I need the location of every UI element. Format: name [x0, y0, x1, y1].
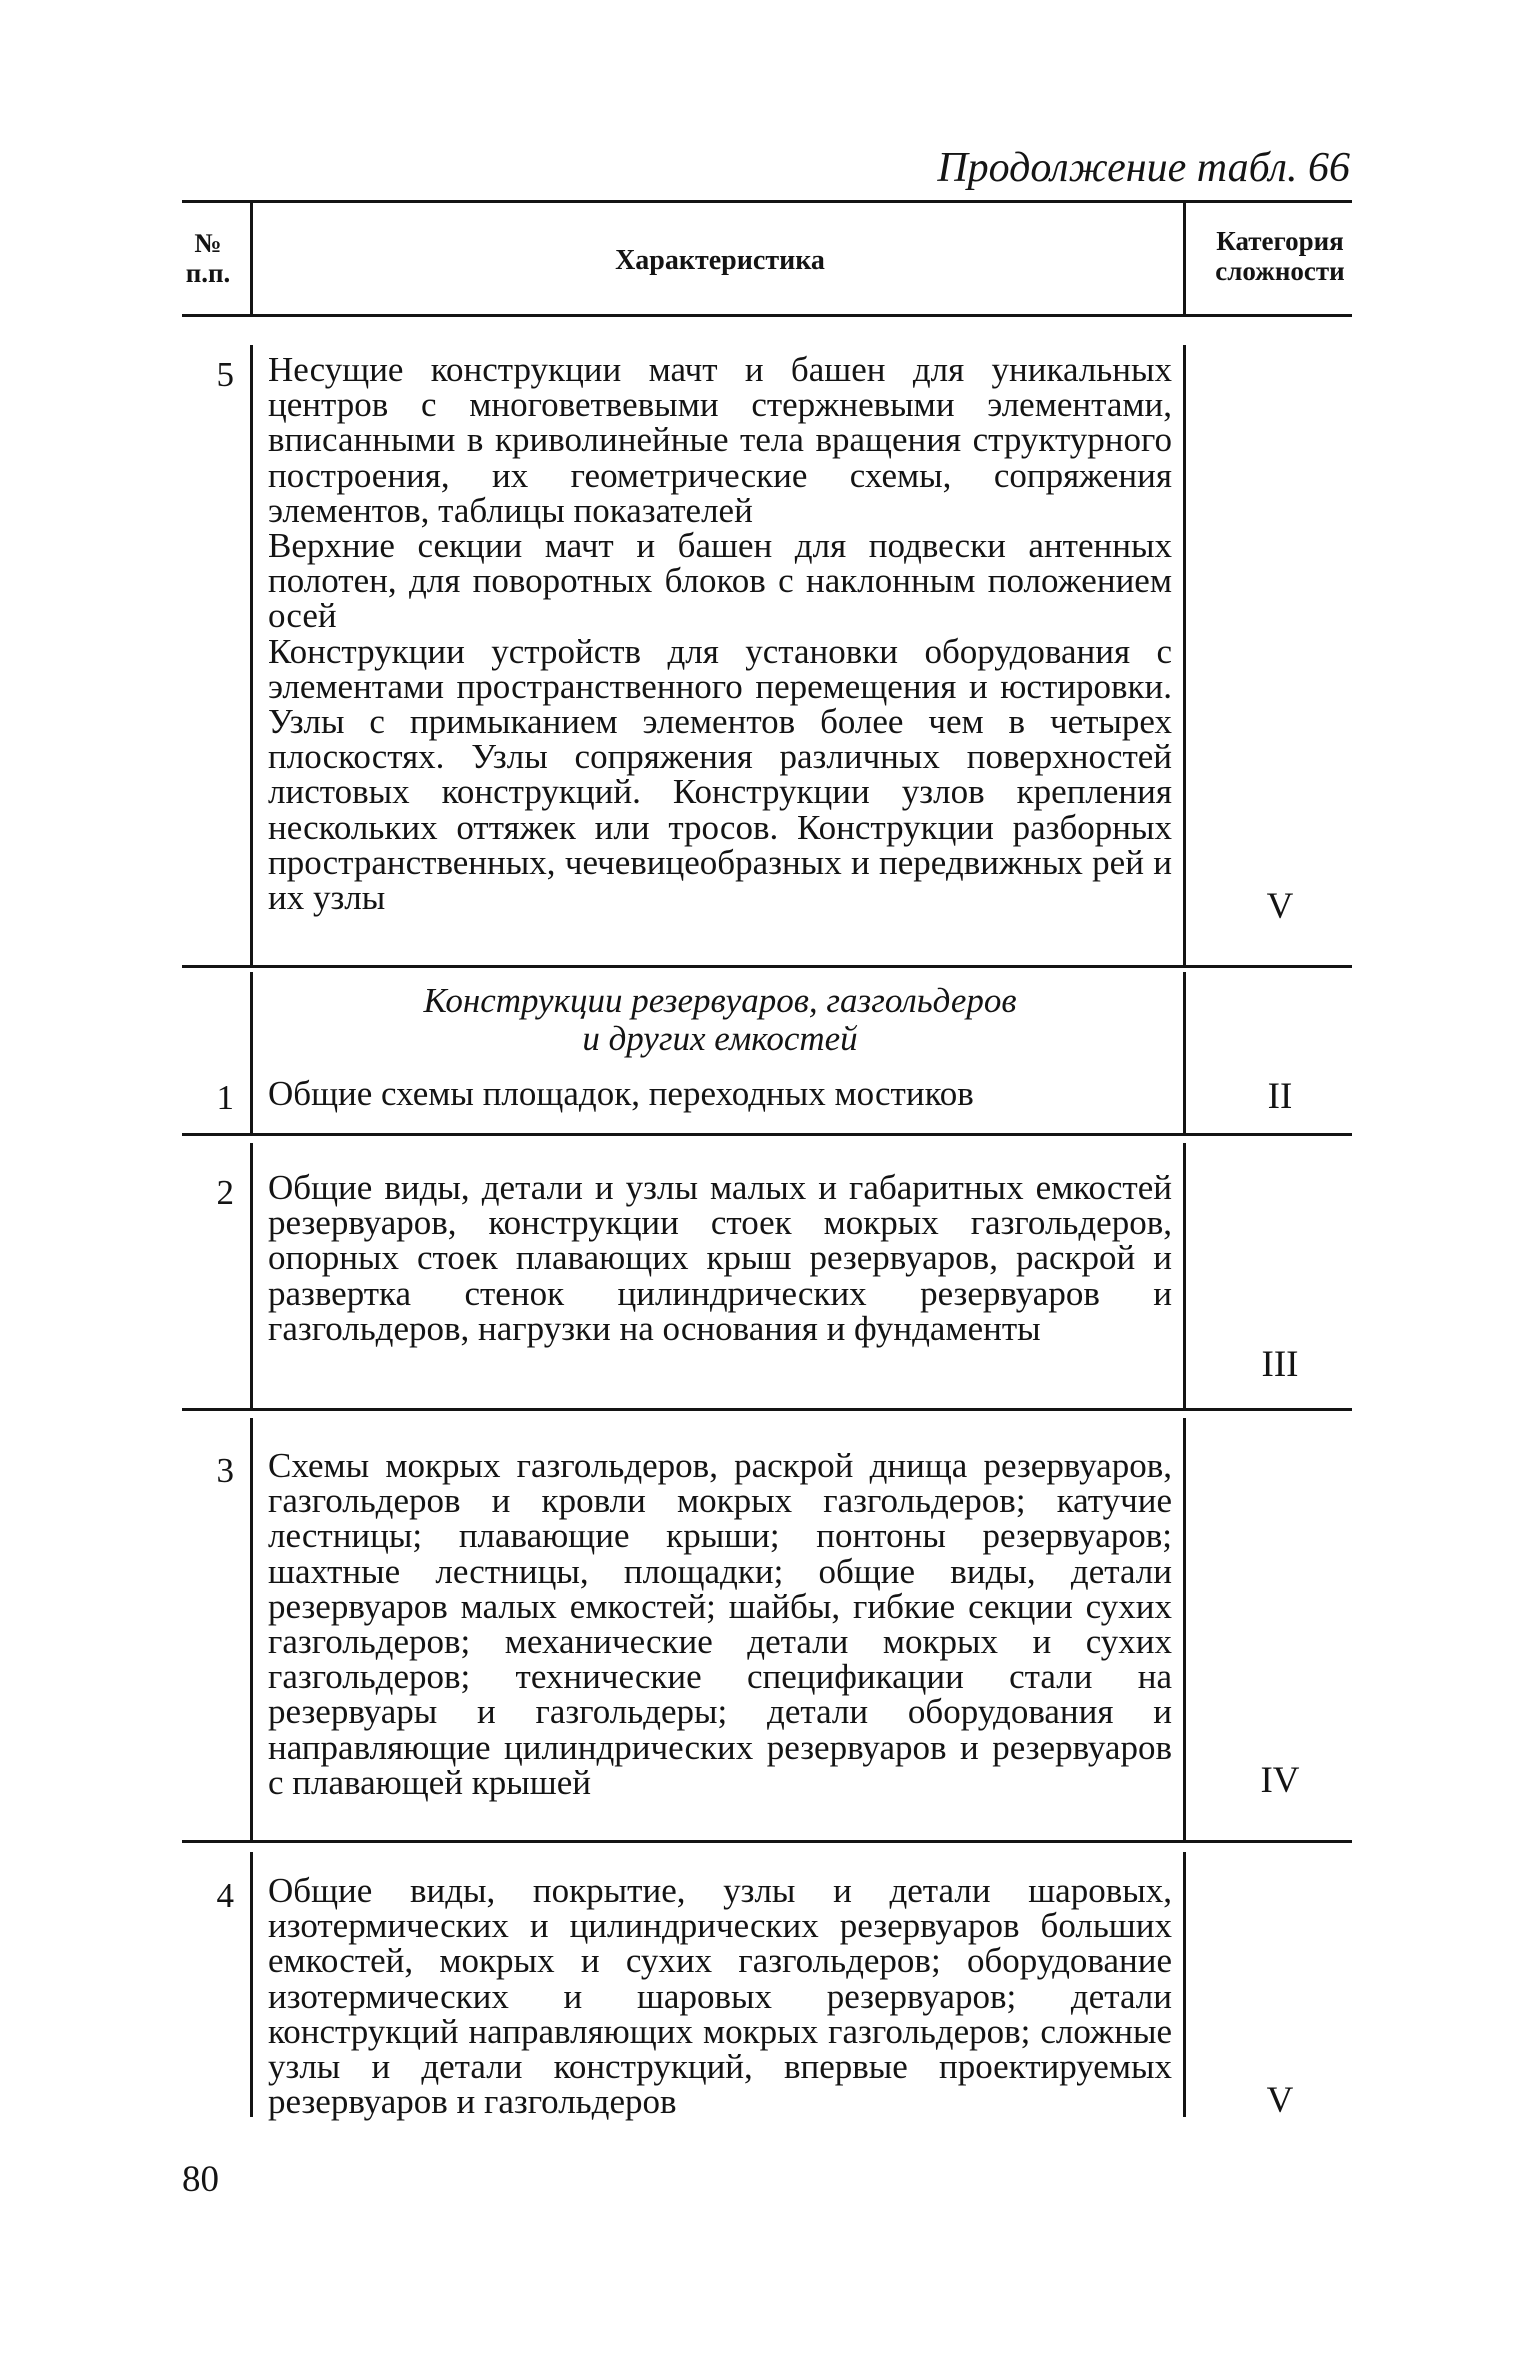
header-bottom-rule	[182, 314, 1352, 317]
header-num-line1: №	[194, 228, 222, 258]
column-rule-right	[1183, 1852, 1186, 2117]
column-rule-right	[1183, 1418, 1186, 1840]
row-description	[268, 1170, 1172, 1346]
row-separator	[182, 1840, 1352, 1843]
section-heading-line: Конструкции резервуаров, газгольдеров	[423, 981, 1017, 1020]
description-paragraph: Общие схемы площадок, переходных мостиков	[268, 1074, 974, 1113]
section-heading-line: и других емкостей	[582, 1019, 858, 1058]
header-num-line2: п.п.	[185, 258, 231, 288]
header-category-line2: сложности	[1215, 256, 1345, 286]
column-rule-left	[250, 203, 253, 314]
column-rule-right	[1183, 203, 1186, 314]
row-category: III	[1261, 1344, 1299, 1385]
column-rule-left	[250, 1418, 253, 1840]
column-rule-left	[250, 345, 253, 965]
column-rule-left	[250, 1852, 253, 2117]
column-rule-right	[1183, 972, 1186, 1133]
description-paragraph: Общие виды, покрытие, узлы и детали шаровых, изотермических и цилиндрических резервуаров больших емкостей, мокрых и сухих газгольдеров; оборудование изотермических и шаровых резервуаров; детали конструкций направляющих мокрых газгольдеров; сложные узлы и детали конструкций, впервые проектируемых резервуаров и газгольдеров	[268, 1871, 1172, 2122]
row-description	[268, 1076, 1172, 1111]
column-rule-left	[250, 972, 253, 1133]
row-category: IV	[1260, 1760, 1300, 1801]
description-paragraph: Общие виды, детали и узлы малых и габаритных емкостей резервуаров, конструкции стоек мокрых газгольдеров, опорных стоек плавающих крыш резервуаров, раскрой и развертка стенок цилиндрических резервуаров и газгольдеров, нагрузки на основания и фундаменты	[268, 1168, 1172, 1348]
row-category: V	[1266, 886, 1294, 927]
header-category	[1190, 226, 1370, 286]
header-characteristic: Характеристика	[615, 245, 825, 276]
row-description	[268, 1871, 1172, 2122]
row-category: V	[1266, 2080, 1294, 2121]
row-category: II	[1267, 1076, 1293, 1117]
row-description	[268, 350, 1172, 918]
row-separator	[182, 1133, 1352, 1136]
row-separator	[182, 1408, 1352, 1411]
row-number: 5	[216, 355, 234, 394]
column-rule-right	[1183, 1143, 1186, 1408]
header-top-rule	[182, 200, 1352, 203]
description-paragraph: Конструкции устройств для установки оборудования с элементами пространственного перемещения и юстировки. Узлы с примыканием элементов более чем в четырех плоскостях. Узлы сопряжения различных поверхностей листовых конструкций. Конструкции узлов крепления нескольких оттяжек или тросов. Конструкции разборных пространственных, чечевицеобразных и передвижных рей и их узлы	[268, 631, 1172, 918]
row-separator	[182, 965, 1352, 968]
row-number: 2	[216, 1173, 234, 1212]
table-caption: Продолжение табл. 66	[937, 145, 1350, 191]
column-rule-right	[1183, 345, 1186, 965]
column-rule-left	[250, 1143, 253, 1408]
header-category-line1: Категория	[1216, 226, 1344, 256]
description-paragraph: Верхние секции мачт и башен для подвески антенных полотен, для поворотных блоков с наклонным положением осей	[268, 526, 1172, 636]
row-number: 3	[216, 1451, 234, 1490]
row-number: 1	[216, 1078, 234, 1117]
row-description	[268, 1448, 1172, 1800]
row-number: 4	[216, 1876, 234, 1915]
section-heading	[268, 982, 1172, 1058]
header-num	[178, 228, 238, 288]
page-number: 80	[182, 2159, 219, 2200]
description-paragraph: Схемы мокрых газгольдеров, раскрой днища резервуаров, газгольдеров и кровли мокрых газгольдеров; катучие лестницы; плавающие крыши; понтоны резервуаров; шахтные лестницы, площадки; общие виды, детали резервуаров малых емкостей; шайбы, гибкие секции сухих газгольдеров; механические детали мокрых и сухих газгольдеров; технические спецификации стали на резервуары и газгольдеры; детали оборудования и направляющие цилиндрических резервуаров и резервуаров с плавающей крышей	[268, 1446, 1172, 1802]
description-paragraph: Несущие конструкции мачт и башен для уникальных центров с многоветвевыми стержневыми элементами, вписанными в криволинейные тела вращения структурного построения, их геометрические схемы, сопряжения элементов, таблицы показателей	[268, 350, 1172, 530]
